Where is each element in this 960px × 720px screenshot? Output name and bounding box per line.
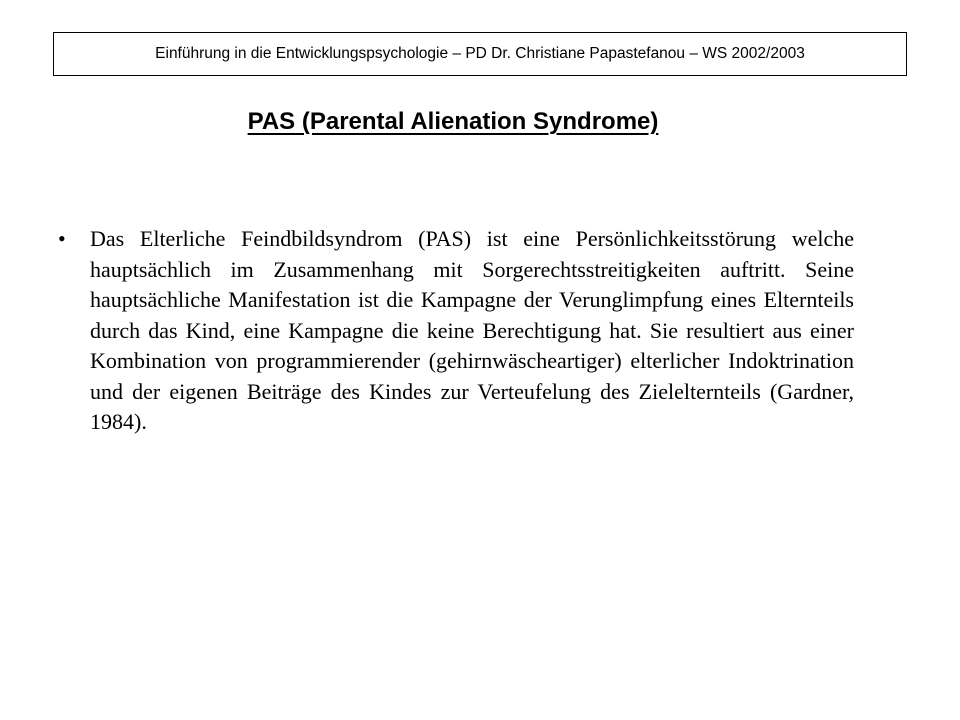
bullet-list bbox=[58, 224, 854, 438]
course-header-text: Einführung in die Entwicklungspsychologie – PD Dr. Christiane Papastefanou – WS 2002/2003 bbox=[155, 45, 805, 62]
slide-title: PAS (Parental Alienation Syndrome) bbox=[247, 108, 659, 135]
bullet-text: Das Elterliche Feindbildsyndrom (PAS) ist eine Persönlichkeitsstörung welche hauptsächlich im Zusammenhang mit Sorgerechtsstreitigkeiten auftritt. Seine hauptsächliche Manifestation ist die Kampagne der Verunglimpfung eines Elternteils durch das Kind, eine Kampagne die keine Berechtigung hat. Sie resultiert aus einer Kombination von programmierender (gehirnwäscheartiger) elterlicher Indoktrination und der eigenen Beiträge des Kindes zur Verteufelung des Zielelternteils (Gardner, 1984). bbox=[90, 226, 854, 434]
bullet-icon: • bbox=[58, 226, 66, 251]
list-item bbox=[58, 224, 854, 438]
course-header bbox=[53, 32, 907, 76]
